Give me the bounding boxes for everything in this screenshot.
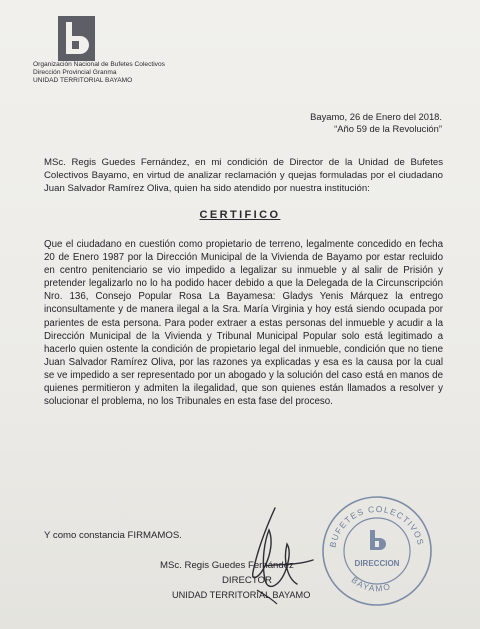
closing-line: Y como constancia FIRMAMOS. <box>44 530 182 541</box>
svg-text:BAYAMO <box>349 575 392 594</box>
heading-text: CERTIFICO <box>199 209 281 221</box>
bufetes-colectivos-logo-icon <box>58 16 95 61</box>
org-province: Dirección Provincial Granma <box>33 69 117 77</box>
intro-paragraph: MSc. Regis Guedes Fernández, en mi condición de Director de la Unidad de Bufetes Colectivos Bayamo, en virtud de analizar reclamación y quejas formuladas por el ciudadano Juan Salvador Ramírez Oliva, quien ha sido atendido por nuestra institución: <box>44 157 443 194</box>
org-name: Organización Nacional de Bufetes Colectivos <box>33 61 165 68</box>
document-heading <box>0 209 480 221</box>
signatory-role: DIRECTOR <box>222 575 272 586</box>
seal-top-text: BUFETES COLECTIVOS <box>327 503 427 549</box>
place-date: Bayamo, 26 de Enero del 2018. <box>310 111 442 122</box>
signatory-unit: UNIDAD TERRITORIAL BAYAMO <box>172 590 311 600</box>
org-unit: UNIDAD TERRITORIAL BAYAMO <box>33 77 133 85</box>
certification-body: Que el ciudadano en cuestión como propietario de terreno, legalmente concedido en fecha 20 de Enero 1987 por la Dirección Municipal de la Vivienda de Bayamo por estar recluido en centro penitenciario se vio impedido a legalizar su inmueble y al salir de Prisión y pretender legalizarlo no lo ha podido hacer debido a que la Delegada de la Circunscripción Nro. 136, Consejo Popular Rosa La Bayamesa: Gladys Yenis Márquez la entrego inconsultamente y de manera ilegal a la Sra. María Virginia y hoy está siendo ocupada por parientes de esta persona. Para poder extraer a estas personas del inmueble y acudir a la Dirección Municipal de la Vivienda y Tribunal Municipal Popular solo está legitimado a hacerlo quien ostente la condición de propietario legal del inmueble, condición que no tiene Juan Salvador Ramírez Oliva, por las razones ya explicadas y esa es la causa por la cual se ve impedido a ser representado por un abogado y la solución del caso está en manos de quienes permitieron y admiten la ilegalidad, que son quienes están llamados a resolver y solucionar el problema, no los Tribunales en esta fase del proceso. <box>44 239 443 408</box>
official-seal <box>318 492 436 610</box>
signatory-name: MSc. Regis Guedes Fernández <box>160 560 294 571</box>
seal-bottom-text: BAYAMO <box>349 574 393 594</box>
letterhead <box>33 61 165 86</box>
year-motto: “Año 59 de la Revolución” <box>334 123 442 134</box>
seal-middle-text: DIRECCION <box>354 559 400 568</box>
dateline <box>310 111 442 135</box>
